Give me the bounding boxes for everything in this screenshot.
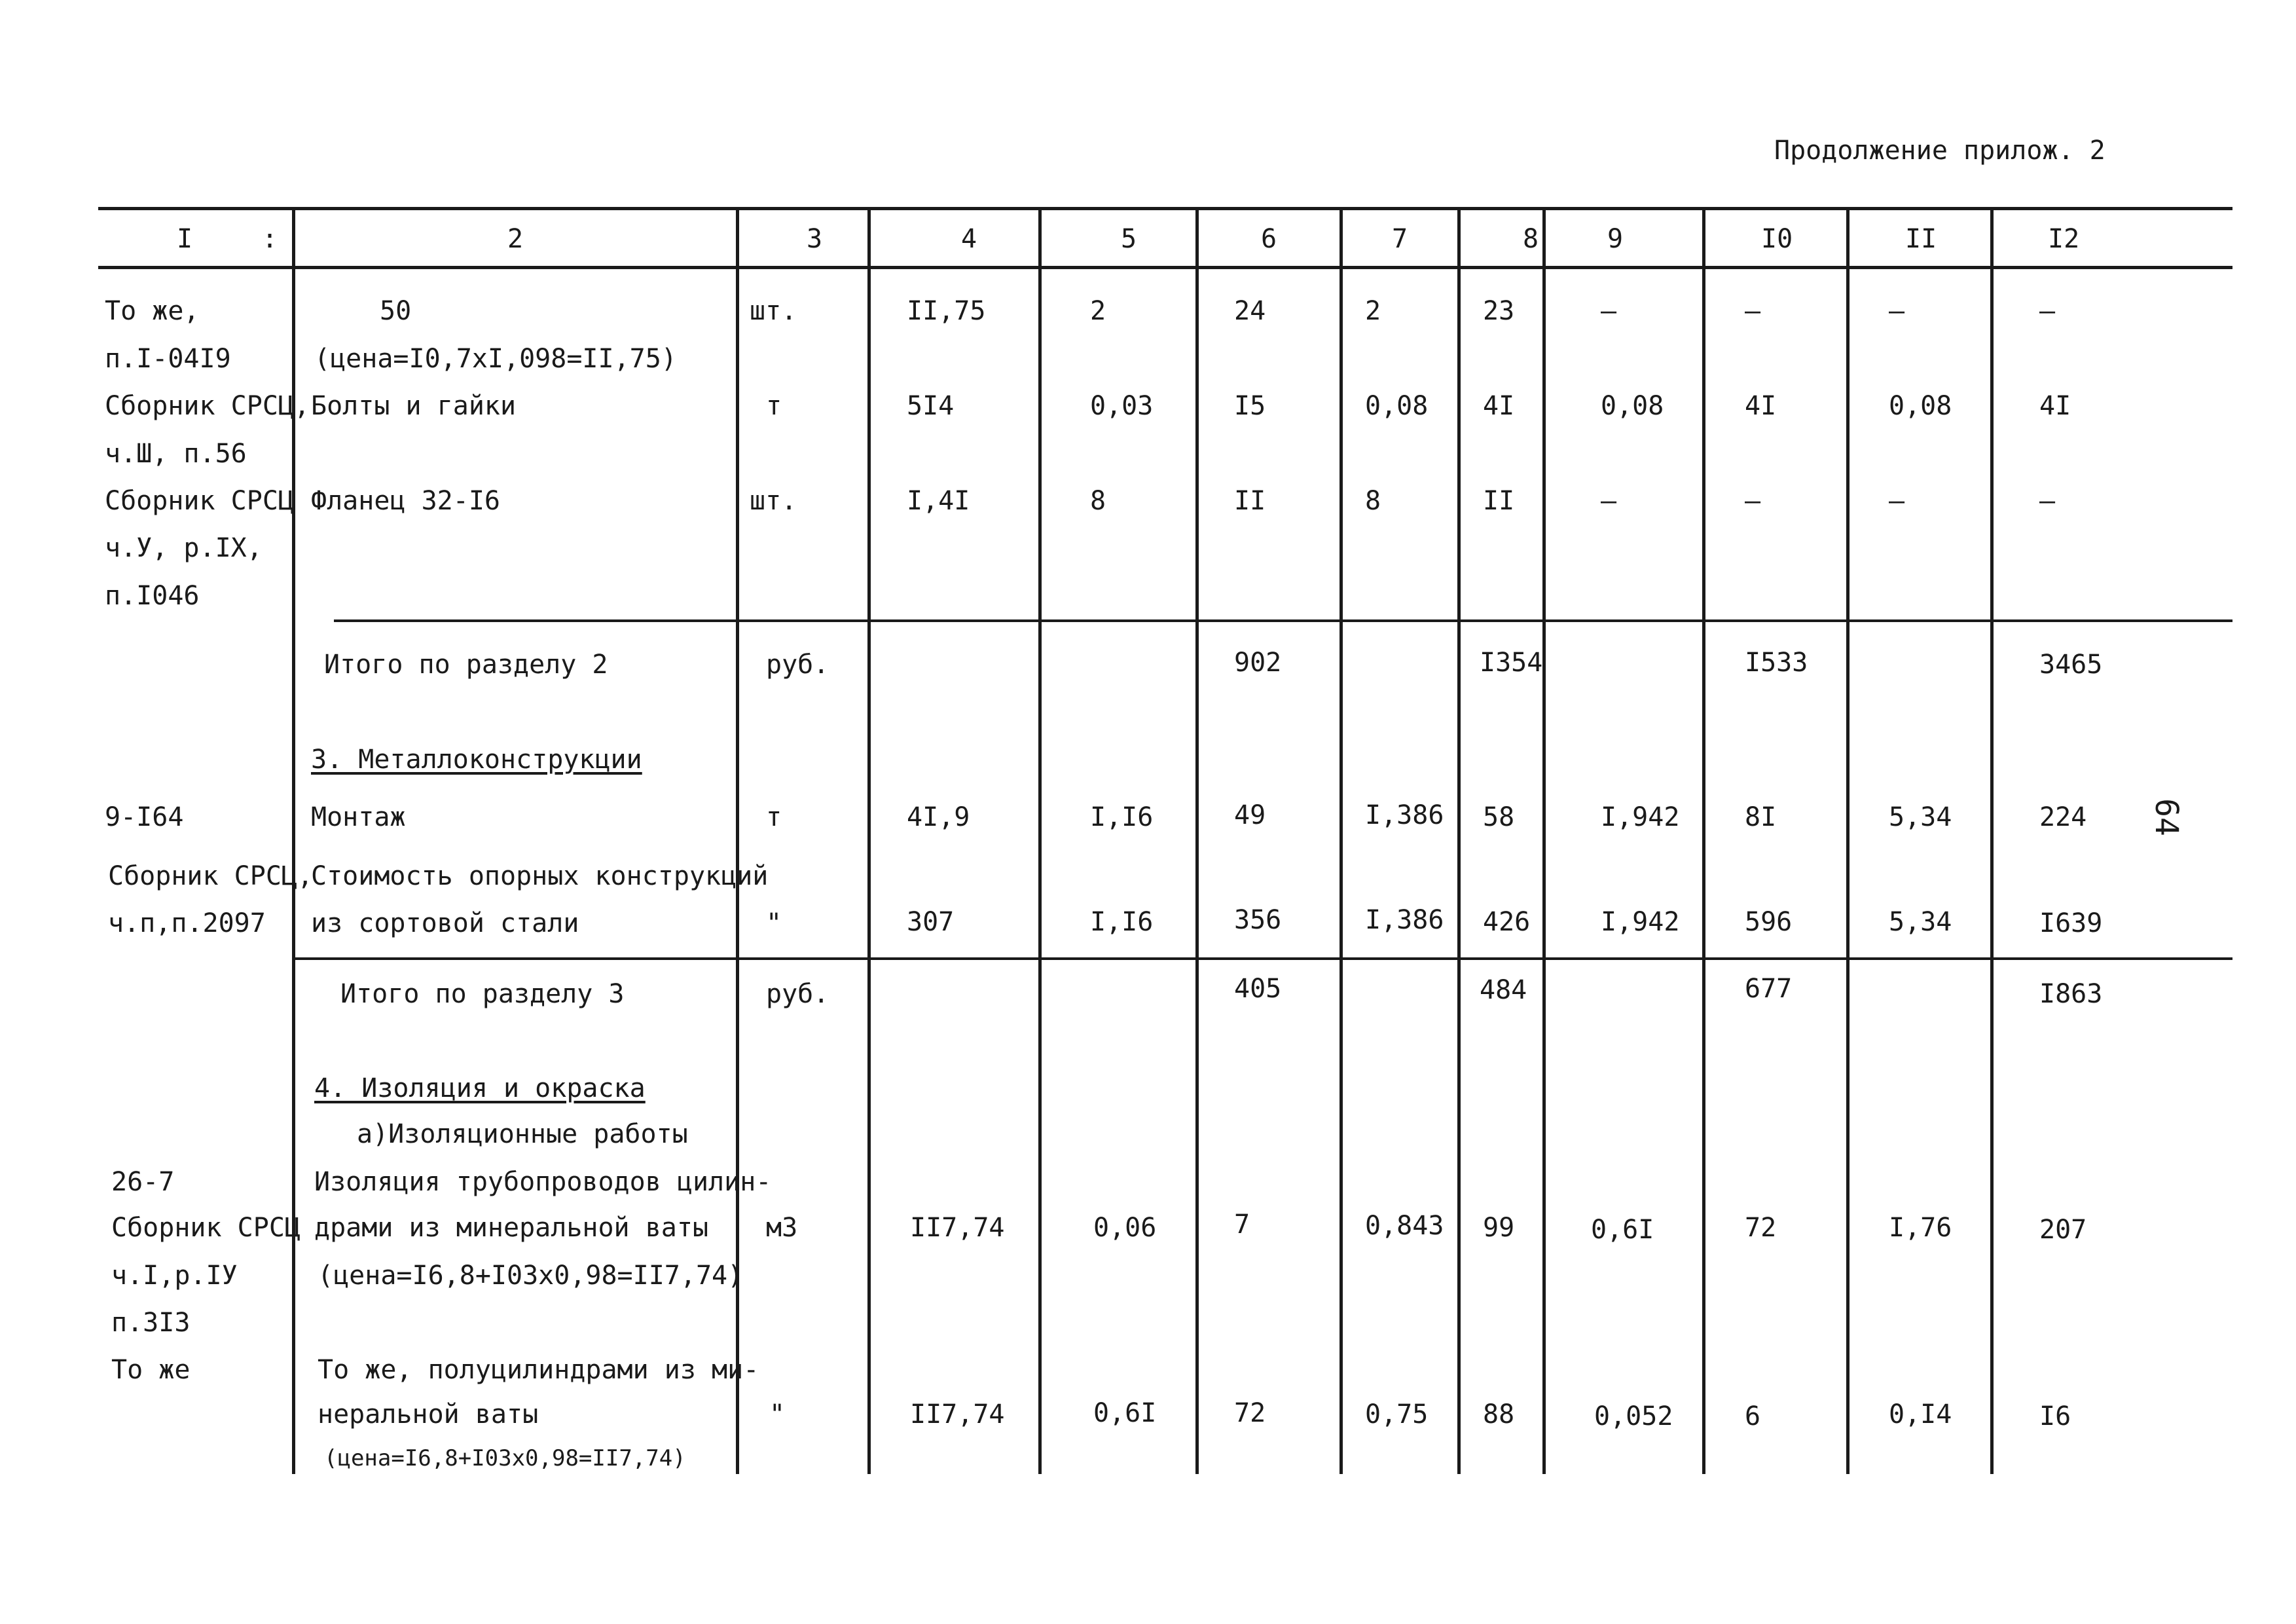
row-ref: Сборник СРСЦ [105, 486, 294, 516]
col-divider-5 [1195, 207, 1199, 1474]
row-ref: Сборник СРСЦ, [105, 391, 310, 421]
row-unit: " [769, 1399, 786, 1430]
row-col10: 72 [1745, 1213, 1777, 1243]
row-ref: 26-7 [111, 1167, 175, 1197]
section-subtotal-label: Итого по разделу 2 [324, 650, 608, 680]
row-col8: 99 [1483, 1213, 1515, 1243]
row-col8: 426 [1483, 907, 1531, 937]
row-col11: 0,I4 [1889, 1399, 1952, 1430]
row-col4: II7,74 [910, 1213, 1005, 1243]
column-header: II [1905, 224, 1937, 254]
row-col9: – [1601, 486, 1617, 516]
row-col8: 23 [1483, 296, 1515, 326]
column-header: 9 [1607, 224, 1624, 254]
row-description: Фланец 32-I6 [311, 486, 500, 516]
row-col8: I354 [1480, 648, 1543, 678]
row-col10: – [1745, 296, 1761, 326]
column-header: 2 [507, 224, 524, 254]
row-col12: I6 [2039, 1401, 2071, 1431]
row-unit: " [766, 908, 782, 938]
section-title: 4. Изоляция и окраска [314, 1073, 646, 1103]
page-number: 64 [2147, 798, 2185, 836]
row-col5: I,I6 [1090, 802, 1154, 832]
row-ref: п.3I3 [111, 1308, 191, 1338]
row-col8: 88 [1483, 1399, 1515, 1430]
row-col5: 2 [1090, 296, 1106, 326]
section3-subtotal-rule [295, 957, 2232, 960]
row-col12: 3465 [2039, 650, 2103, 680]
row-ref: ч.У, р.IX, [105, 533, 263, 563]
row-col8: 58 [1483, 802, 1515, 832]
row-col6: 356 [1234, 905, 1282, 935]
row-col12: – [2039, 296, 2056, 326]
row-col6: II [1234, 486, 1266, 516]
row-col9: I,942 [1601, 907, 1680, 937]
row-description: Болты и гайки [311, 391, 517, 421]
row-col8: 484 [1480, 975, 1527, 1005]
row-col9: – [1601, 296, 1617, 326]
col-divider-11 [1990, 207, 1994, 1474]
row-ref: То же, [105, 296, 200, 326]
row-description: То же, полуцилиндрами из ми- [318, 1355, 759, 1385]
row-col4: 307 [907, 907, 955, 937]
row-unit: руб. [766, 979, 829, 1009]
row-col8: 4I [1483, 391, 1515, 421]
row-col11: 5,34 [1889, 907, 1952, 937]
column-header: : [262, 224, 278, 254]
row-description: (цена=I0,7xI,098=II,75) [314, 344, 677, 374]
column-header: 8 [1523, 224, 1539, 254]
row-col4: II7,74 [910, 1399, 1005, 1430]
row-col6: 49 [1234, 800, 1266, 830]
row-col11: I,76 [1889, 1213, 1952, 1243]
row-unit: т [766, 391, 782, 421]
row-col5: I,I6 [1090, 907, 1154, 937]
section2-subtotal-rule [334, 619, 2232, 622]
col-divider-10 [1846, 207, 1850, 1474]
column-header: 7 [1392, 224, 1408, 254]
row-col6: 405 [1234, 974, 1282, 1004]
row-description: Изоляция трубопроводов цилин- [314, 1167, 772, 1197]
row-ref: п.I-04I9 [105, 344, 231, 374]
row-col4: I,4I [907, 486, 970, 516]
row-col9: I,942 [1601, 802, 1680, 832]
col-divider-3 [867, 207, 871, 1474]
row-col7: 8 [1365, 486, 1381, 516]
row-col11: – [1889, 486, 1905, 516]
row-col7: I,386 [1365, 800, 1444, 830]
row-col7: 2 [1365, 296, 1381, 326]
col-divider-8 [1542, 207, 1546, 1474]
column-header: 4 [961, 224, 977, 254]
row-col4: II,75 [907, 296, 986, 326]
table-top-rule [98, 207, 2232, 210]
row-col12: – [2039, 486, 2056, 516]
row-col9: 0,08 [1601, 391, 1664, 421]
row-col6: 24 [1234, 296, 1266, 326]
row-col12: 207 [2039, 1215, 2087, 1245]
row-col12: I639 [2039, 908, 2103, 938]
row-ref: То же [111, 1355, 191, 1385]
row-col10: – [1745, 486, 1761, 516]
row-unit: т [766, 802, 782, 832]
row-description: Монтаж [311, 802, 406, 832]
row-col10: 4I [1745, 391, 1777, 421]
row-description: Стоимость опорных конструкций [311, 861, 769, 891]
section-title: 3. Металлоконструкции [311, 745, 642, 775]
row-col6: 7 [1234, 1209, 1250, 1240]
row-col4: 5I4 [907, 391, 955, 421]
column-header: 6 [1261, 224, 1277, 254]
row-col9: 0,052 [1594, 1401, 1673, 1431]
header-bottom-rule [98, 266, 2232, 269]
row-col10: I533 [1745, 648, 1808, 678]
row-col5: 0,6I [1093, 1398, 1157, 1428]
row-unit: шт. [750, 296, 797, 326]
row-ref: 9-I64 [105, 802, 184, 832]
row-col9: 0,6I [1591, 1215, 1654, 1245]
col-divider-7 [1457, 207, 1461, 1474]
row-ref: Сборник СРСЦ [111, 1213, 301, 1243]
row-col5: 8 [1090, 486, 1106, 516]
row-ref: ч.п,п.2097 [108, 908, 266, 938]
row-description: 50 [380, 296, 412, 326]
row-unit: м3 [766, 1213, 798, 1243]
row-col11: 0,08 [1889, 391, 1952, 421]
column-header: I2 [2048, 224, 2080, 254]
row-col10: 677 [1745, 974, 1793, 1004]
row-col11: – [1889, 296, 1905, 326]
row-col5: 0,03 [1090, 391, 1154, 421]
column-header: I [177, 224, 193, 254]
row-description: из сортовой стали [311, 908, 579, 938]
row-col8: II [1483, 486, 1515, 516]
row-col7: 0,75 [1365, 1399, 1429, 1430]
column-header: 5 [1121, 224, 1137, 254]
row-col11: 5,34 [1889, 802, 1952, 832]
col-divider-9 [1702, 207, 1705, 1474]
row-unit: шт. [750, 486, 797, 516]
row-col7: I,386 [1365, 905, 1444, 935]
row-col7: 0,843 [1365, 1211, 1444, 1241]
row-col6: I5 [1234, 391, 1266, 421]
row-description: неральной ваты [318, 1399, 539, 1430]
row-col7: 0,08 [1365, 391, 1429, 421]
row-description: (цена=I6,8+I03x0,98=II7,74) [324, 1445, 686, 1471]
row-col6: 902 [1234, 648, 1282, 678]
section-subtotal-label: Итого по разделу 3 [340, 979, 625, 1009]
row-col12: 224 [2039, 802, 2087, 832]
row-col5: 0,06 [1093, 1213, 1157, 1243]
row-col10: 8I [1745, 802, 1777, 832]
row-ref: Сборник СРСЦ, [108, 861, 314, 891]
row-col12: I863 [2039, 979, 2103, 1009]
continuation-label: Продолжение прилож. 2 [1774, 136, 2105, 166]
row-col6: 72 [1234, 1398, 1266, 1428]
col-divider-6 [1339, 207, 1343, 1474]
row-ref: п.I046 [105, 581, 200, 611]
row-unit: руб. [766, 650, 829, 680]
row-col10: 596 [1745, 907, 1793, 937]
row-description: (цена=I6,8+I03x0,98=II7,74) [318, 1261, 744, 1291]
col-divider-4 [1038, 207, 1042, 1474]
row-col10: 6 [1745, 1401, 1761, 1431]
subsection-title: а)Изоляционные работы [357, 1119, 688, 1149]
row-ref: ч.Ш, п.56 [105, 439, 247, 469]
row-description: драми из минеральной ваты [314, 1213, 709, 1243]
column-header: I0 [1761, 224, 1793, 254]
row-col12: 4I [2039, 391, 2071, 421]
row-ref: ч.I,р.IУ [111, 1261, 238, 1291]
row-col4: 4I,9 [907, 802, 970, 832]
column-header: 3 [807, 224, 823, 254]
